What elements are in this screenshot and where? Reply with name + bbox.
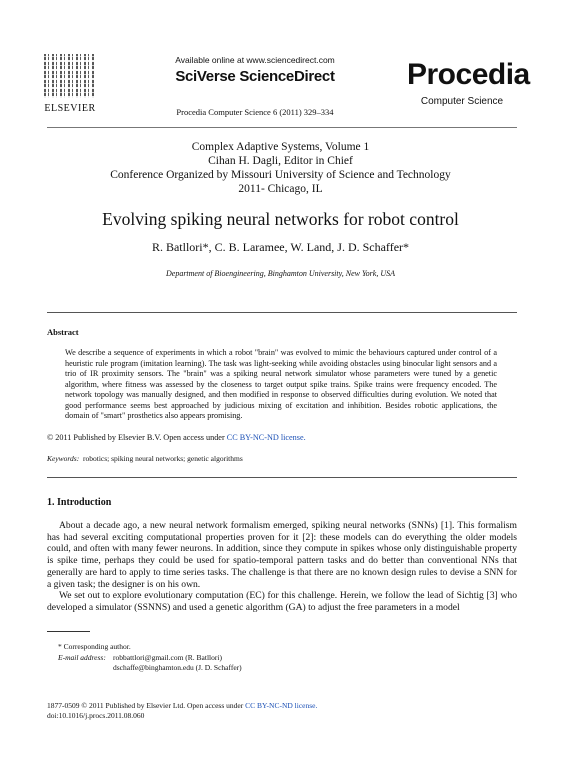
issn-text: 1877-0509 © 2011 Published by Elsevier Ltd. Open access under <box>47 701 246 710</box>
footnotes <box>58 642 242 674</box>
elsevier-logo-overlay <box>44 54 94 98</box>
email-label: E-mail address: <box>58 652 106 662</box>
license-link[interactable]: CC BY-NC-ND license. <box>226 433 306 442</box>
doi-line: doi:10.1016/j.procs.2011.08.060 <box>47 711 145 720</box>
abstract-top-rule <box>47 312 517 313</box>
available-online-text: Available online at www.sciencedirect.com <box>175 55 335 65</box>
email-row-2 <box>58 663 242 674</box>
footnote-rule <box>47 631 90 632</box>
conference-organizer: Conference Organized by Missouri University of Science and Technology <box>110 169 451 181</box>
email-schaffer: dschaffe@binghamton.edu (J. D. Schaffer) <box>113 663 242 672</box>
sciverse-logo-text: SciVerse ScienceDirect <box>175 68 335 85</box>
copyright-line <box>47 433 306 442</box>
introduction-body <box>47 520 517 614</box>
email-row-1 <box>58 653 242 664</box>
abstract-heading: Abstract <box>47 327 79 337</box>
footer-issn-block <box>47 701 317 721</box>
abstract-bottom-rule <box>47 477 517 478</box>
conference-editor: Cihan H. Dagli, Editor in Chief <box>208 155 353 167</box>
procedia-subtitle: Computer Science <box>420 96 504 107</box>
email-batllori: robbattlori@gmail.com (R. Batllori) <box>113 652 222 662</box>
paper-affiliation: Department of Bioengineering, Binghamton University, New York, USA <box>165 269 395 278</box>
keywords-line <box>47 454 243 463</box>
conference-volume: Complex Adaptive Systems, Volume 1 <box>191 141 370 153</box>
footer-license-link[interactable]: CC BY-NC-ND license. <box>245 701 318 710</box>
elsevier-wordmark: ELSEVIER <box>44 103 96 114</box>
section-heading-introduction: 1. Introduction <box>47 497 112 508</box>
abstract-text: We describe a sequence of experiments in which a robot "brain" was evolved to mimic the behaviours captured under control of a heuristic rule program (imitation learning). The task was light-seeking while avoiding obstacles using binocular light sensors and a trio of IR proximity sensors. The "brain" was a spiking neural network simulator whose parameters were tuned by a genetic algorithm, where fitness was assessed by the closeness to target output spike trains. Spike trains were frequency encoded. The network topology was manually designed, and then modified in response to observed difficulties during evolution. We noted that good performance seems best approached by judicious mixing of excitation and inhibition. Besides robotic applications, the domain of "smart" prosthetics also appears promising. <box>65 348 497 420</box>
procedia-logo: Procedia <box>407 58 530 91</box>
journal-citation: Procedia Computer Science 6 (2011) 329–334 <box>176 107 334 117</box>
keywords-label: Keywords: <box>47 454 80 463</box>
paper-title: Evolving spiking neural networks for robot control <box>102 209 459 229</box>
header-divider <box>47 127 517 128</box>
corresponding-author-note: * Corresponding author. <box>58 642 131 651</box>
keywords-list: robotics; spiking neural networks; genetic algorithms <box>82 454 243 463</box>
introduction-paragraph-2: We set out to explore evolutionary computation (EC) for this challenge. Herein, we follow the lead of Sichtig [3] who developed a simulator (SSNNS) and used a genetic algorithm (GA) to adjust the free parameters in a model <box>47 590 517 613</box>
conference-location: 2011- Chicago, IL <box>238 183 323 195</box>
issn-line <box>47 701 317 711</box>
paper-authors: R. Batllori*, C. B. Laramee, W. Land, J. D. Schaffer* <box>151 240 410 254</box>
copyright-text: © 2011 Published by Elsevier B.V. Open access under <box>47 433 227 442</box>
introduction-paragraph-1: About a decade ago, a new neural network formalism emerged, spiking neural networks (SNNs) [1]. This formalism has had several exciting computational properties proven for it [2]: these models can do everything the older models could, and often with many fewer neurons. In addition, since they compute in spikes whose only distinguishable property is spike time, perhaps they could be used for spatio-temporal pattern tasks and do better than conventional NNs that generally are hard to apply to time series tasks. The challenge is that there are no known design rules to devise a SNN for a given task; the designer is on his own. <box>47 520 517 590</box>
